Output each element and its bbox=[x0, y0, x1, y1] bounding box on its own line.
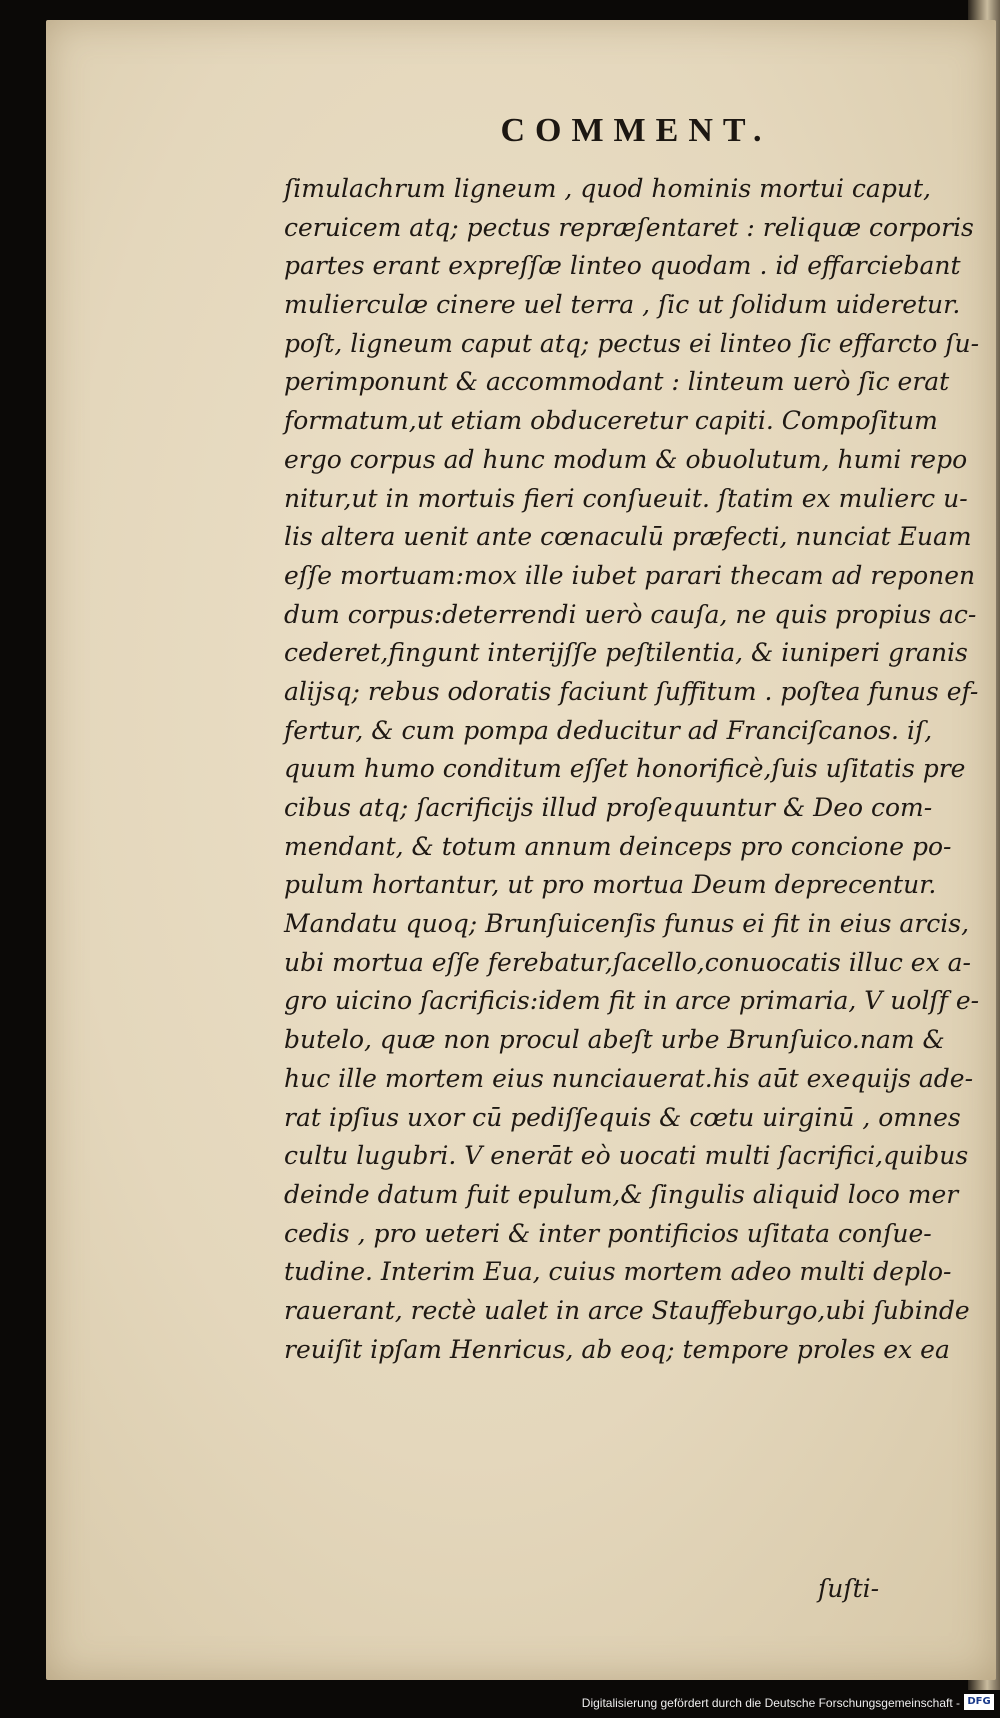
text-line: perimponunt & accommodant : linteum uerò ſic erat bbox=[284, 367, 950, 397]
funding-credit: Digitalisierung gefördert durch die Deutsche Forschungsgemeinschaft - bbox=[581, 1696, 960, 1710]
text-line: mulierculæ cinere uel terra , ſic ut ſolidum uideretur. bbox=[284, 290, 961, 320]
text-line: rauerant, rectè ualet in arce Stauffeburgo,ubi ſubinde bbox=[284, 1295, 970, 1325]
text-line: poſt, ligneum caput atq; pectus ei linteo ſic effarcto ſu- bbox=[284, 328, 980, 358]
catchword: ſuſti- bbox=[818, 1574, 880, 1603]
text-line: nitur,ut in mortuis fieri conſueuit. ſtatim ex mulierc u- bbox=[284, 483, 968, 513]
body-text bbox=[284, 170, 980, 1369]
text-line: eſſe mortuam:mox ille iubet parari thecam ad reponen bbox=[284, 560, 976, 590]
text-line: lis altera uenit ante cœnaculū præfecti, nunciat Euam bbox=[284, 522, 972, 552]
text-line: reuiſit ipſam Henricus, ab eoq; tempore proles ex ea bbox=[284, 1334, 950, 1364]
text-line: butelo, quæ non procul abeſt urbe Brunſuico.nam & bbox=[284, 1025, 945, 1055]
text-line: cedis , pro ueteri & inter pontificios uſitata conſue- bbox=[284, 1218, 932, 1248]
text-line: cederet,fingunt interijſſe peſtilentia, & iuniperi granis bbox=[284, 638, 968, 668]
text-line: cultu lugubri. V enerāt eò uocati multi ſacrifici,quibus bbox=[284, 1141, 969, 1171]
text-line: quum humo conditum eſſet honorificè,ſuis uſitatis pre bbox=[284, 754, 966, 784]
text-line: Mandatu quoq; Brunſuicenſis funus ei fit in eius arcis, bbox=[284, 909, 970, 939]
text-line: ceruicem atq; pectus repræſentaret : reliquæ corporis bbox=[284, 212, 974, 242]
text-line: fertur, & cum pompa deducitur ad Franciſcanos. iſ, bbox=[284, 715, 933, 745]
book-page bbox=[46, 20, 996, 1680]
running-header: COMMENT. bbox=[500, 112, 772, 149]
text-line: ergo corpus ad hunc modum & obuolutum, humi repo bbox=[284, 444, 968, 474]
text-line: rat ipſius uxor cū pediſſequis & cœtu uirginū , omnes bbox=[284, 1102, 961, 1132]
text-line: tudine. Interim Eua, cuius mortem adeo multi deplo- bbox=[284, 1257, 952, 1287]
text-line: partes erant expreſſæ linteo quodam . id effarciebant bbox=[284, 251, 961, 281]
text-line: gro uicino ſacrificis:idem fit in arce primaria, V uolſf e- bbox=[284, 986, 980, 1016]
text-line: formatum,ut etiam obduceretur capiti. Compoſitum bbox=[284, 406, 938, 436]
text-line: ſimulachrum ligneum , quod hominis mortui caput, bbox=[284, 174, 931, 203]
text-line: dum corpus:deterrendi uerò cauſa, ne quis propius ac- bbox=[284, 599, 977, 629]
text-line: mendant, & totum annum deinceps pro concione po- bbox=[284, 831, 952, 861]
text-line: ubi mortua eſſe ferebatur,ſacello,conuocatis illuc ex a- bbox=[284, 947, 971, 977]
text-line: deinde datum fuit epulum,& ſingulis aliquid loco mer bbox=[284, 1179, 959, 1209]
footer-bar bbox=[0, 1690, 1000, 1718]
text-line: cibus atq; ſacrificijs illud proſequuntur & Deo com- bbox=[284, 793, 933, 822]
text-line: alijsq; rebus odoratis faciunt ſuffitum . poſtea funus ef- bbox=[284, 676, 979, 706]
text-line: pulum hortantur, ut pro mortua Deum deprecentur. bbox=[284, 870, 937, 900]
text-line: huc ille mortem eius nunciauerat.his aūt exequijs ade- bbox=[284, 1063, 974, 1093]
dfg-logo: DFG bbox=[964, 1694, 994, 1710]
